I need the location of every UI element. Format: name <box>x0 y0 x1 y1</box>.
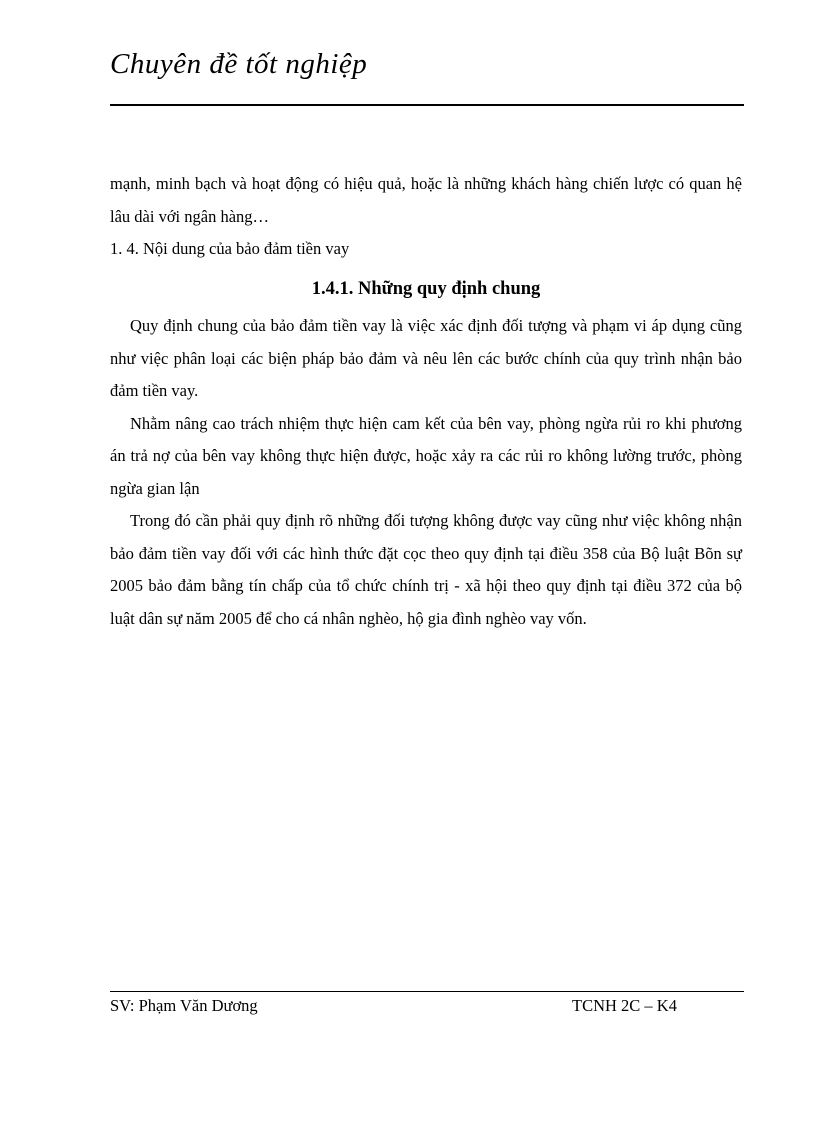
header-rule <box>110 104 744 106</box>
section-heading: 1. 4. Nội dung của bảo đảm tiền vay <box>110 239 350 258</box>
subsection-heading: 1.4.1. Những quy định chung <box>311 278 541 299</box>
footer-class-code: TCNH 2C – K4 <box>572 996 677 1015</box>
body-paragraph-3: Trong đó cần phải quy định rõ những đối tượng không được vay cũng như việc không nhận bảo đảm tiền vay đối với các hình thức đặt cọc theo quy định tại điều 358 của Bộ luật Bõn sự 2005 bảo đảm bằng tín chấp của tổ chức chính trị - xã hội theo quy định tại điều 372 của bộ luật dân sự năm 2005 để cho cá nhân nghèo, hộ gia đình nghèo vay vốn. <box>110 511 742 628</box>
continued-paragraph: mạnh, minh bạch và hoạt động có hiệu quả, hoặc là những khách hàng chiến lược có quan hệ lâu dài với ngân hàng… <box>110 174 742 226</box>
document-header-title: Chuyên đề tốt nghiệp <box>110 48 368 80</box>
body-paragraph-2: Nhằm nâng cao trách nhiệm thực hiện cam kết của bên vay, phòng ngừa rủi ro khi phương án trả nợ của bên vay không thực hiện được, hoặc xảy ra các rủi ro không lường trước, phòng ngừa gian lận <box>110 413 742 498</box>
footer-student-name: SV: Phạm Văn Dương <box>110 996 258 1015</box>
footer-rule <box>110 991 744 992</box>
body-paragraph-1: Quy định chung của bảo đảm tiền vay là việc xác định đối tượng và phạm vi áp dụng cũng như việc phân loại các biện pháp bảo đảm và nêu lên các bước chính của quy trình nhận bảo đảm tiền vay. <box>110 316 742 400</box>
document-body <box>110 168 742 635</box>
